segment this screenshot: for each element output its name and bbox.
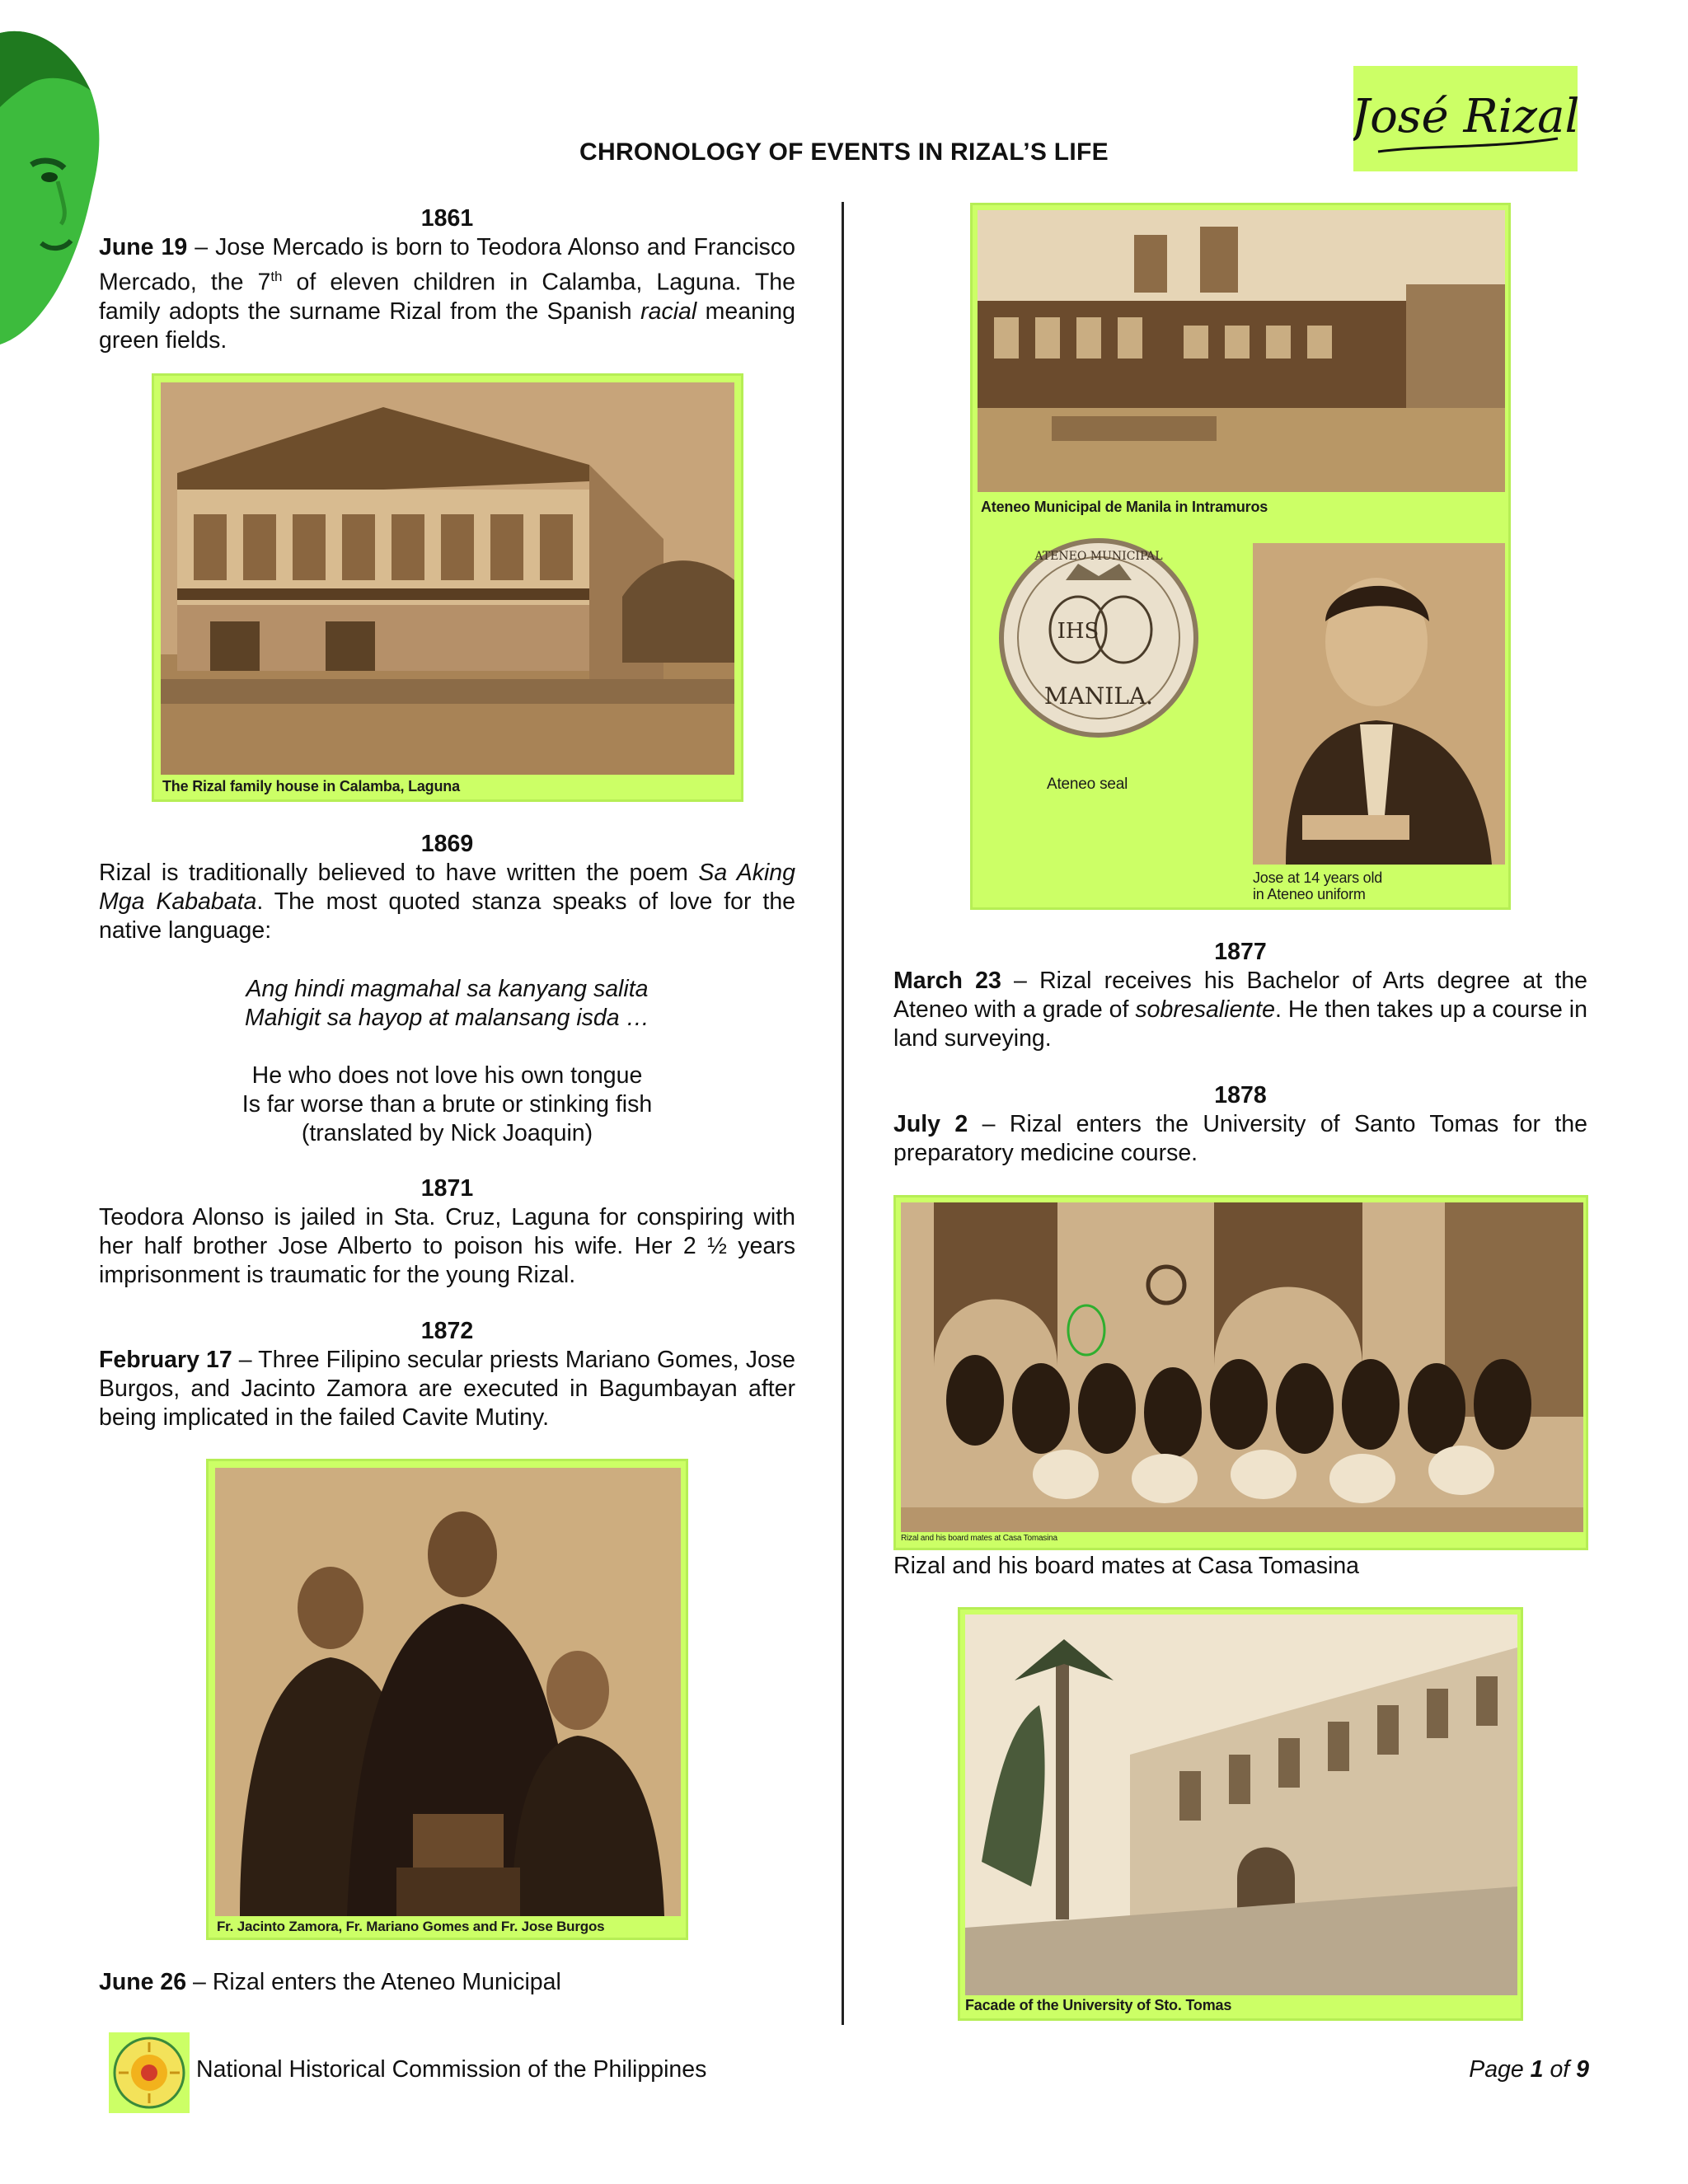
entry-1878-date: July 2 [893, 1111, 968, 1137]
entry-1877-text-b: . He then takes up a course in land surveying. [893, 996, 1587, 1052]
page-total: 9 [1576, 2056, 1589, 2083]
page-indicator [1469, 2056, 1589, 2083]
page-number: 1 [1530, 2056, 1544, 2083]
ateneo-seal-caption: Ateneo seal [1047, 776, 1128, 793]
entry-1861-date: June 19 [99, 234, 188, 260]
entry-1872-text [99, 1346, 795, 1432]
poem-title: Sa Aking Mga Kababata [99, 860, 796, 915]
photo-ateneo-intramuros [978, 210, 1505, 492]
translation-credit: (translated by Nick Joaquin) [301, 1120, 593, 1146]
entry-1872-body: – Three Filipino secular priests Mariano Gomes, Jose Burgos, and Jacinto Zamora are executed in Bagumbayan after being implicated in the failed Cavite Mutiny. [99, 1347, 795, 1431]
signature-text: José Rizal [1353, 90, 1578, 143]
year-1869: 1869 [420, 831, 474, 857]
entry-1877-text-a: – Rizal receives his Bachelor of Arts degree at the Ateneo with a grade of [893, 968, 1587, 1023]
entry-ateneo-entry [99, 1968, 795, 1997]
photo-casa-tomasina [901, 1202, 1583, 1532]
photo-casa-tomasina-small-caption: Rizal and his board mates at Casa Tomasina [901, 1534, 1057, 1543]
photo-ust-facade-caption: Facade of the University of Sto. Tomas [965, 1997, 1232, 2013]
entry-1878 [893, 1081, 1587, 1168]
poem-line-1: Ang hindi magmahal sa kanyang salita [246, 976, 649, 1002]
ateneo-composite-frame [970, 203, 1511, 910]
entry-ateneo-body: – Rizal enters the Ateneo Municipal [186, 1969, 561, 1995]
entry-1872 [99, 1317, 795, 1432]
photo-rizal-house-caption: The Rizal family house in Calamba, Laguna [162, 778, 460, 794]
poem-line-2: Mahigit sa hayop at malansang isda … [244, 1005, 650, 1031]
year-1871: 1871 [420, 1175, 474, 1202]
footer-org: National Historical Commission of the Philippines [196, 2056, 707, 2083]
entry-1861-text [99, 233, 795, 355]
photo-jose-14 [1253, 543, 1505, 865]
entry-1878-body: – Rizal enters the University of Santo Tomas for the preparatory medicine course. [893, 1111, 1587, 1166]
page-title: CHRONOLOGY OF EVENTS IN RIZAL’S LIFE [579, 138, 1109, 166]
year-1872: 1872 [420, 1318, 474, 1344]
photo-casa-tomasina-caption: Rizal and his board mates at Casa Tomasina [893, 1553, 1360, 1579]
entry-1872-date: February 17 [99, 1347, 232, 1373]
entry-1877-date: March 23 [893, 968, 1001, 994]
entry-1877-italic: sobresaliente [1135, 996, 1275, 1023]
photo-rizal-house-frame [152, 373, 743, 802]
entry-1861 [99, 204, 795, 355]
ateneo-seal [987, 535, 1210, 741]
photo-jose-14-caption-2: in Ateneo uniform [1253, 886, 1366, 902]
translation-line-1: He who does not love his own tongue [251, 1062, 643, 1089]
entry-1871-text: Teodora Alonso is jailed in Sta. Cruz, Laguna for conspiring with her half brother Jose Alberto to poison his wife. Her 2 ½ years imprisonment is traumatic for the young Rizal. [99, 1204, 795, 1288]
page-word: Page [1469, 2056, 1531, 2083]
translation-line-2: Is far worse than a brute or stinking fish [241, 1091, 653, 1118]
year-1877: 1877 [1214, 939, 1267, 965]
rizal-portrait-image [0, 0, 107, 346]
photo-gomburza-caption: Fr. Jacinto Zamora, Fr. Mariano Gomes and Fr. Jose Burgos [217, 1919, 605, 1934]
entry-1861-text-c: meaning green fields. [99, 298, 795, 354]
column-divider [842, 202, 844, 2025]
entry-1861-sup: th [270, 269, 283, 284]
entry-1877-text [893, 967, 1587, 1053]
entry-1869-text-b: . The most quoted stanza speaks of love for the native language: [99, 888, 796, 944]
year-1878: 1878 [1214, 1082, 1267, 1108]
photo-gomburza-frame [206, 1459, 688, 1940]
photo-jose-14-caption-1: Jose at 14 years old [1253, 869, 1383, 886]
photo-ust-facade [965, 1615, 1517, 1995]
entry-1871 [99, 1174, 795, 1290]
seal-manila: MANILA. [1043, 682, 1154, 710]
entry-ateneo-text [99, 1968, 795, 1997]
photo-rizal-house [161, 382, 734, 775]
photo-gomburza [215, 1468, 681, 1916]
seal-top-text: ATENEO MUNICIPAL [1034, 550, 1163, 563]
entry-1877 [893, 938, 1587, 1053]
entry-1869-text-a: Rizal is traditionally believed to have written the poem [99, 860, 699, 886]
photo-ust-facade-frame [958, 1607, 1523, 2021]
entry-1861-text-b: of eleven children in Calamba, Laguna. The family adopts the surname Rizal from the Spanish [99, 269, 796, 325]
page-of: of [1543, 2056, 1577, 2083]
nhcp-logo [109, 2032, 190, 2113]
year-1861: 1861 [420, 205, 474, 232]
entry-1878-text [893, 1110, 1587, 1168]
seal-ihs: IHS [1057, 619, 1100, 644]
entry-1869-text [99, 859, 795, 945]
entry-1869 [99, 830, 795, 1148]
entry-1861-text-a: – Jose Mercado is born to Teodora Alonso and Francisco Mercado, the 7 [99, 234, 795, 296]
entry-ateneo-date: June 26 [99, 1969, 187, 1995]
photo-ateneo-intramuros-caption: Ateneo Municipal de Manila in Intramuros [981, 499, 1268, 515]
photo-casa-tomasina-frame [893, 1195, 1588, 1550]
entry-1861-italic: racial [640, 298, 697, 325]
